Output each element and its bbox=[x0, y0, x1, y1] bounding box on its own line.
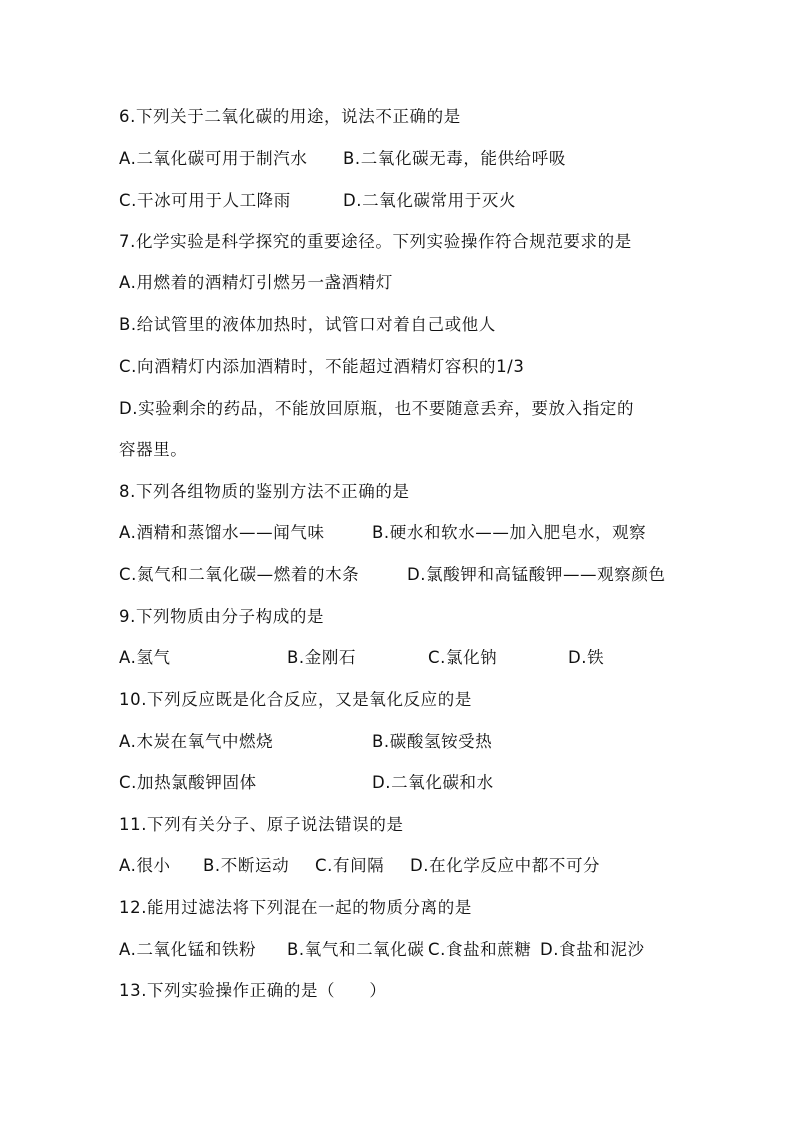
question-8-option-a: A.酒精和蒸馏水——闻气味 bbox=[119, 523, 325, 542]
question-9-stem: 9.下列物质由分子构成的是 bbox=[119, 607, 325, 626]
question-8-option-b: B.硬水和软水——加入肥皂水，观察 bbox=[372, 523, 647, 542]
question-9-option-b: B.金刚石 bbox=[287, 648, 357, 667]
question-10-stem: 10.下列反应既是化合反应，又是氧化反应的是 bbox=[119, 690, 472, 709]
question-13-stem: 13.下列实验操作正确的是（ ） bbox=[119, 981, 387, 1000]
question-8-option-d: D.氯酸钾和高锰酸钾——观察颜色 bbox=[407, 565, 666, 584]
question-12-option-c: C.食盐和蔗糖 bbox=[428, 940, 532, 959]
question-10-option-d: D.二氧化碳和水 bbox=[372, 773, 494, 792]
question-12-option-b: B.氧气和二氧化碳 bbox=[287, 940, 425, 959]
question-8-stem: 8.下列各组物质的鉴别方法不正确的是 bbox=[119, 482, 410, 501]
question-7-option-c: C.向酒精灯内添加酒精时，不能超过酒精灯容积的1/3 bbox=[119, 357, 525, 376]
question-9-option-a: A.氢气 bbox=[119, 648, 171, 667]
question-11-option-d: D.在化学反应中都不可分 bbox=[410, 856, 601, 875]
question-12-option-a: A.二氧化锰和铁粉 bbox=[119, 940, 257, 959]
question-12-stem: 12.能用过滤法将下列混在一起的物质分离的是 bbox=[119, 898, 472, 917]
question-7-option-d-line1: D.实验剩余的药品，不能放回原瓶，也不要随意丢弃，要放入指定的 bbox=[119, 399, 635, 418]
question-7-option-d-line2: 容器里。 bbox=[119, 440, 188, 459]
question-12-option-d: D.食盐和泥沙 bbox=[540, 940, 645, 959]
question-6-option-b: B.二氧化碳无毒，能供给呼吸 bbox=[343, 149, 566, 168]
question-11-stem: 11.下列有关分子、原子说法错误的是 bbox=[119, 815, 404, 834]
question-6-option-c: C.干冰可用于人工降雨 bbox=[119, 191, 291, 210]
question-11-option-c: C.有间隔 bbox=[315, 856, 385, 875]
question-6-option-a: A.二氧化碳可用于制汽水 bbox=[119, 149, 308, 168]
question-7-stem: 7.化学实验是科学探究的重要途径。下列实验操作符合规范要求的是 bbox=[119, 232, 632, 251]
question-10-option-b: B.碳酸氢铵受热 bbox=[372, 732, 493, 751]
question-10-option-c: C.加热氯酸钾固体 bbox=[119, 773, 257, 792]
question-9-option-d: D.铁 bbox=[568, 648, 605, 667]
question-7-option-b: B.给试管里的液体加热时，试管口对着自己或他人 bbox=[119, 315, 496, 334]
question-11-option-a: A.很小 bbox=[119, 856, 171, 875]
question-8-option-c: C.氮气和二氧化碳—燃着的木条 bbox=[119, 565, 360, 584]
question-7-option-a: A.用燃着的酒精灯引燃另一盏酒精灯 bbox=[119, 273, 393, 292]
question-10-option-a: A.木炭在氧气中燃烧 bbox=[119, 732, 274, 751]
question-11-option-b: B.不断运动 bbox=[203, 856, 290, 875]
question-6-stem: 6.下列关于二氧化碳的用途，说法不正确的是 bbox=[119, 107, 461, 126]
question-6-option-d: D.二氧化碳常用于灭火 bbox=[343, 191, 517, 210]
question-9-option-c: C.氯化钠 bbox=[428, 648, 498, 667]
